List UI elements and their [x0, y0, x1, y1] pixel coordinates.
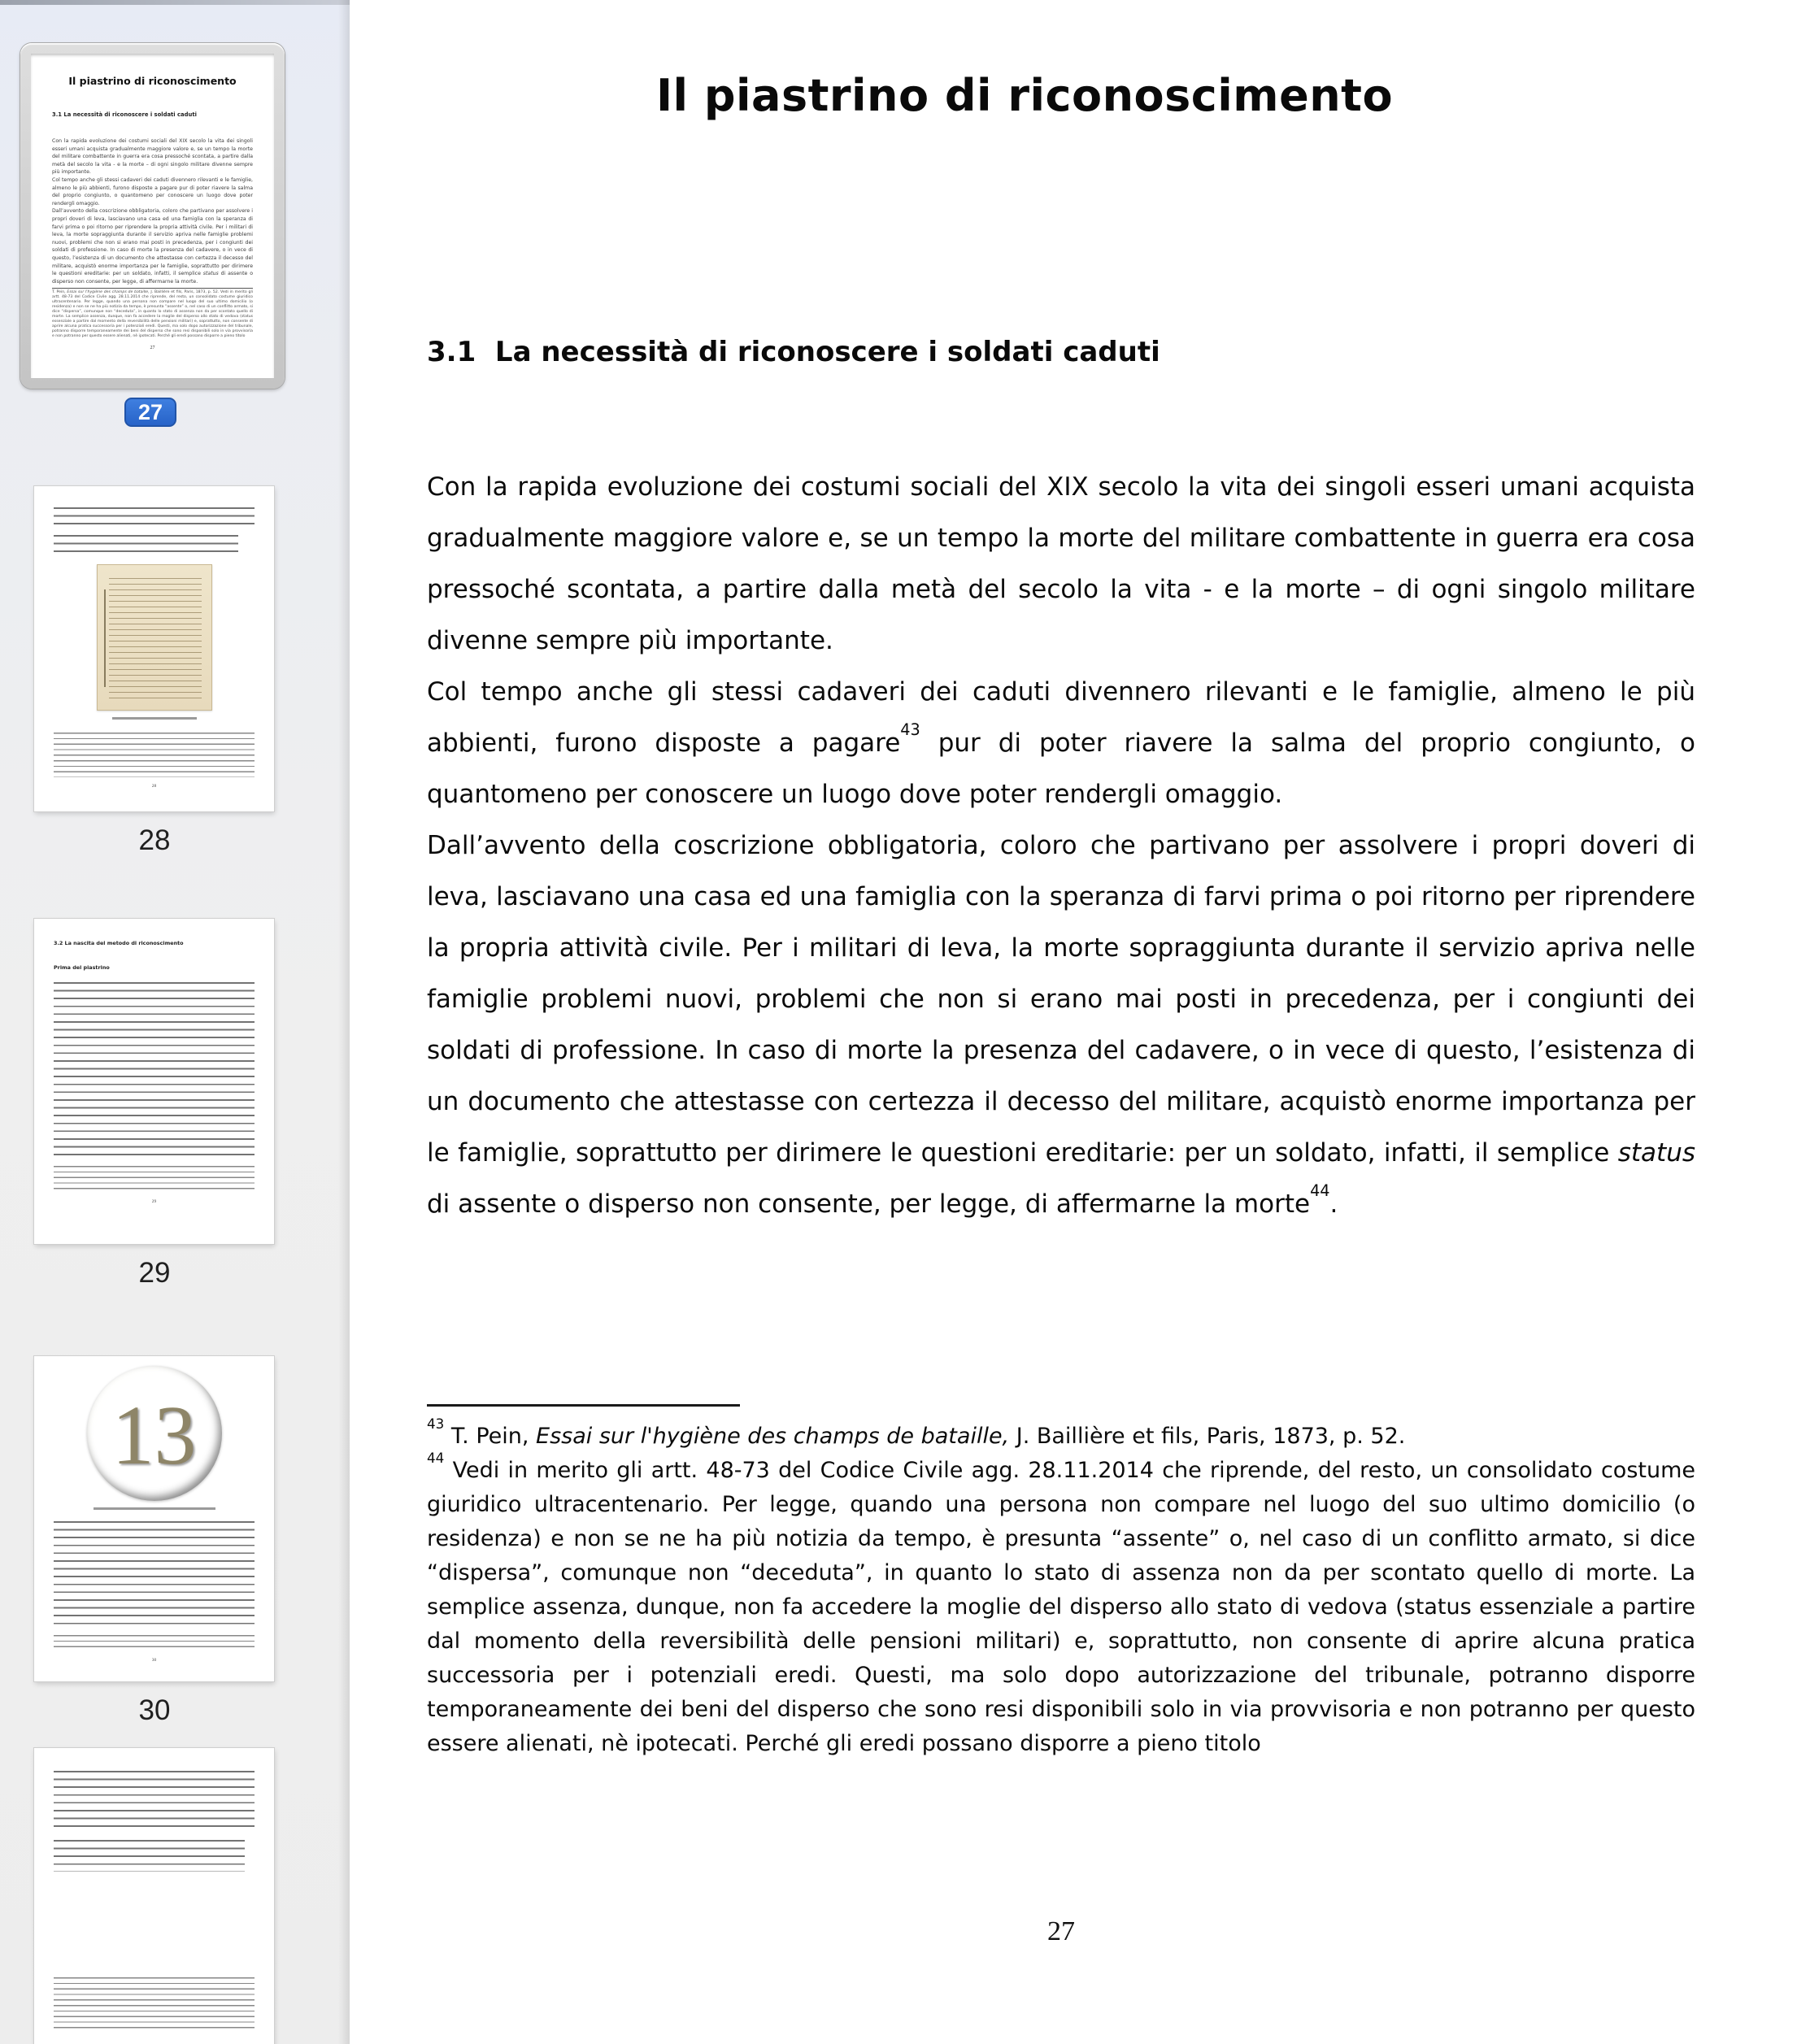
document-title: Il piastrino di riconoscimento: [655, 70, 1394, 121]
thumbnail-page-27-selected[interactable]: [20, 43, 285, 389]
thumbnail-sidebar[interactable]: [0, 0, 350, 2044]
mini-caption: [112, 717, 197, 720]
page-number: 27: [1047, 1916, 1075, 1946]
mini-text-lines: [54, 982, 255, 1161]
mini-section-heading: 3.1 La necessità di riconoscere i soldati caduti: [52, 111, 197, 118]
mini-body-text: Con la rapida evoluzione dei costumi sociali del XIX secolo la vita dei singoli esseri umani acquista gradualmente maggiore valore e, se un tempo la morte del militare combattente in guerra era cosa pressoché scontata, a partire dalla metà del secolo la vita - e la morte – di ogni singolo militare divenne sempre più importante. Col tempo anche gli stessi cadaveri dei caduti divennero rilevanti e le famiglie, almeno le più abbienti, furono disposte a pagare pur di poter riavere la salma del proprio congiunto, o quantomeno per conoscere un luogo dove poter rendergli omaggio. Dall’avvento della coscrizione obbligatoria, coloro che partivano per assolvere i propri doveri di leva, lasciavano una casa ed una famiglia con la speranza di farvi prima o poi ritorno per riprendere la propria attività civile. Per i militari di leva, la morte sopraggiunta durante il servizio apriva nelle famiglie problemi nuovi, problemi che non si erano mai posti in precedenza, per i congiunti dei soldati di professione. In caso di morte la presenza del cadavere, o in vece di questo, l’esistenza di un documento che attestasse con certezza il decesso del militare, acquistò enorme importanza per le famiglie, soprattutto per dirimere le questioni ereditarie: per un soldato, infatti, il semplice status di assente o disperso non consente, per legge, di affermarne la morte.: [52, 138, 254, 285]
mini-footnote-lines: [54, 1635, 255, 1651]
footnote-44: $^{44}$ Vedi in merito gli artt. 48-73 del Codice Civile agg. 28.11.2014 che riprende, del resto, un consolidato costume giuridico ultracentenario. Per legge, quando una persona non compare nel luogo del suo ultimo domicilio (o residenza) e non se ne ha più notizia da tempo, è presunta “assente” o, nel caso di un conflitto armato, si dice “dispersa”, comunque non “deceduta”, in quanto lo stato di assenza non da per scontato quello di morte. La semplice assenza, dunque, non fa accedere la moglie del disperso allo stato di vedova (status essenziale a partire dal momento della reversibilità delle pensioni militari) e, soprattutto, non consente di aprire alcuna pratica successoria per i potenziali eredi. Questi, ma solo dopo autorizzazione del tribunale, potranno disporre temporaneamente dei beni del disperso che sono resi disponibili solo in via provvisoria e non potranno per questo essere alienati, nè ipotecati. Perché gli eredi possano disporre a pieno titolo: [427, 1450, 1695, 1756]
mini-historic-document-image: [97, 564, 212, 711]
body-text: [427, 462, 1695, 1397]
footnotes-block: [427, 1404, 1695, 1761]
mini-footnotes: T. Pein, Essai sur l'hygiène des champs de bataille, J. Baillière et fils, Paris, 1873, p. 52. Vedi in merito gli artt. 48-73 del Codice Civile agg. 28.11.2014 che riprende, del resto, un consolidato costume giuridico ultracentenario. Per legge, quando una persona non compare nel luogo del suo ultimo domicilio (o residenza) e non se ne ha più notizia da tempo, è presunta “assente” o, nel caso di un conflitto armato, si dice “dispersa”, comunque non “deceduta”, in quanto lo stato di assenza non da per scontato quello di morte. La semplice assenza, dunque, non fa accedere la moglie del disperso allo stato di vedova (status essenziale a partire dal momento della reversibilità delle pensioni militari) e, soprattutto, non consente di aprire alcuna pratica successoria per i potenziali eredi. Questi, ma solo dopo autorizzazione del tribunale, potranno disporre temporaneamente dei beni del disperso che sono resi disponibili solo in via provvisoria e non potranno per questo essere alienati, nè ipotecati. Perché gli eredi possano disporre a pieno titolo: [52, 288, 253, 339]
mini-page-number: 27: [150, 346, 155, 351]
selected-page-badge[interactable]: 27: [124, 398, 176, 427]
mini-text-lines: [54, 1521, 255, 1630]
thumbnail-label-28: 28: [138, 824, 171, 856]
mini-title: Il piastrino di riconoscimento: [68, 75, 237, 87]
thumbnail-page-29[interactable]: [34, 919, 274, 1244]
mini-page-number: 29: [151, 1199, 157, 1204]
thumbnail-page-27-preview: [31, 54, 274, 378]
thumbnail-page-28[interactable]: [34, 486, 274, 811]
document-view[interactable]: [350, 0, 1797, 2044]
mini-footnote-lines: [54, 1166, 255, 1193]
mini-footnote-lines: [54, 733, 255, 777]
italic-status: status: [1617, 1138, 1695, 1168]
mini-text-lines: [54, 1840, 245, 1872]
paragraph-1: Con la rapida evoluzione dei costumi sociali del XIX secolo la vita dei singoli esseri umani acquista gradualmente maggiore valore e, se un tempo la morte del militare combattente in guerra era cosa pressoché scontata, a partire dalla metà del secolo la vita - e la morte – di ogni singolo militare divenne sempre più importante.: [427, 472, 1695, 655]
paragraph-2: Col tempo anche gli stessi cadaveri dei caduti divennero rilevanti e le famiglie, almeno le più abbienti, furono disposte a pagare$^{43}$ pur di poter riavere la salma del proprio congiunto, o quantomeno per conoscere un luogo dove poter rendergli omaggio.: [427, 677, 1695, 809]
paragraph-3: Dall’avvento della coscrizione obbligatoria, coloro che partivano per assolvere i propri doveri di leva, lasciavano una casa ed una famiglia con la speranza di farvi prima o poi ritorno per riprendere la propria attività civile. Per i militari di leva, la morte sopraggiunta durante il servizio apriva nelle famiglie problemi nuovi, problemi che non si erano mai posti in precedenza, per i congiunti dei soldati di professione. In caso di morte la presenza del cadavere, o in vece di questo, l’esistenza di un documento che attestasse con certezza il decesso del militare, acquistò enorme importanza per le famiglie, soprattutto per dirimere le questioni ereditarie: per un soldato, infatti, il semplice status di assente o disperso non consente, per legge, di affermarne la morte$^{44}$.: [427, 831, 1695, 1219]
mini-subheading: Prima del piastrino: [54, 964, 110, 971]
mini-heading: 3.2 La nascita del metodo di riconoscimento: [54, 940, 184, 946]
thumbnail-label-30: 30: [138, 1694, 171, 1726]
section-heading: 3.1 La necessità di riconoscere i soldati caduti: [427, 336, 1160, 368]
mini-text-lines: [54, 507, 255, 530]
button-number: 13: [111, 1389, 197, 1482]
footnote-ref-44: 44: [1310, 1181, 1330, 1201]
footnote-43: $^{43}$ T. Pein, Essai sur l'hygiène des champs de bataille, J. Baillière et fils, Paris, 1873, p. 52.: [427, 1416, 1406, 1449]
mini-page-number: 28: [151, 784, 157, 789]
footnote-ref-43: 43: [900, 720, 920, 740]
mini-button-photo: [87, 1366, 222, 1501]
footnote-separator: [427, 1404, 740, 1407]
mini-text-lines: [54, 1771, 255, 1833]
thumbnail-label-29: 29: [138, 1257, 171, 1289]
mini-page-number: 30: [151, 1658, 157, 1663]
mini-text-lines: [54, 535, 238, 558]
mini-caption: [94, 1507, 215, 1510]
thumbnail-page-30[interactable]: [34, 1356, 274, 1681]
mini-footnote-lines: [54, 1977, 255, 2033]
thumbnail-page-31-partial[interactable]: [34, 1748, 274, 2044]
sidebar-top-edge: [0, 0, 350, 5]
